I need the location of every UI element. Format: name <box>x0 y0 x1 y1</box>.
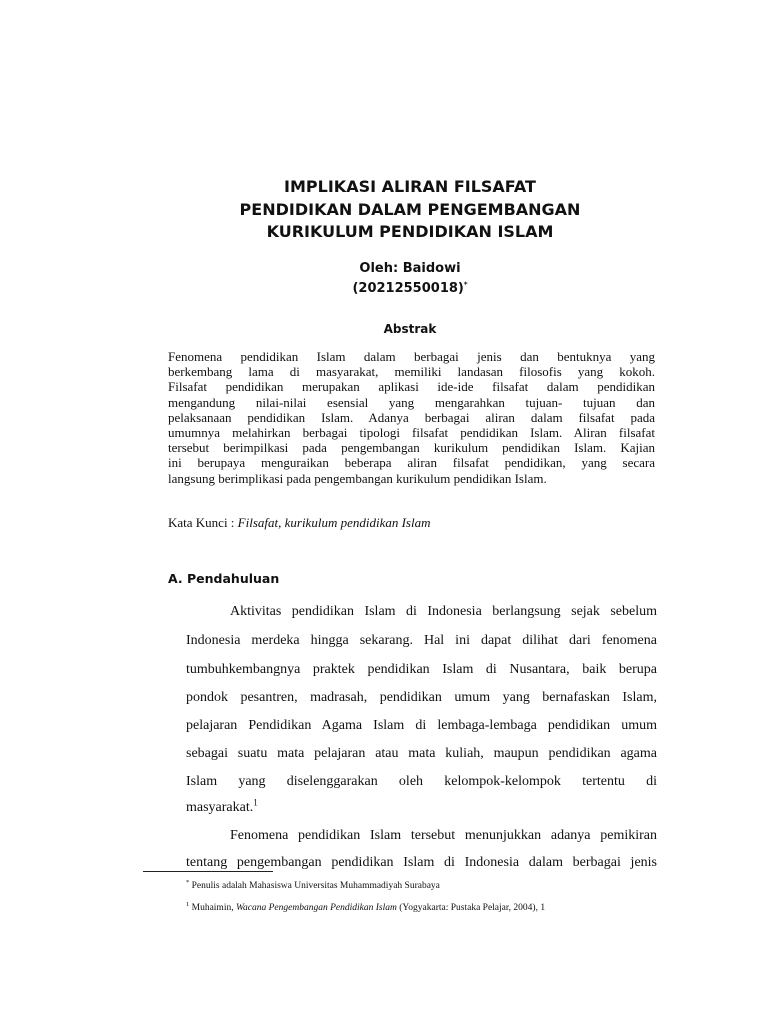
footnote-1 <box>186 901 545 913</box>
body-line: pelajaran Pendidikan Agama Islam di lembaga-lembaga pendidikan umum <box>186 718 657 733</box>
abstract-line: Fenomena pendidikan Islam dalam berbagai jenis dan bentuknya yang <box>168 349 655 364</box>
body-line-with-footnote <box>186 797 657 816</box>
abstract-text <box>168 349 655 486</box>
footnote-publication: (Yogyakarta: Pustaka Pelajar, 2004), 1 <box>396 903 546 914</box>
body-line: Fenomena pendidikan Islam tersebut menunjukkan adanya pemikiran <box>230 828 657 843</box>
body-line: masyarakat. <box>186 800 254 815</box>
author-id: (20212550018) <box>352 281 464 296</box>
body-line: sebagai suatu mata pelajaran atau mata kuliah, maupun pendidikan agama <box>186 746 657 761</box>
abstract-line: umumnya melahirkan berbagai tipologi filsafat pendidikan Islam. Aliran filsafat <box>168 424 655 440</box>
body-line: Aktivitas pendidikan Islam di Indonesia berlangsung sejak sebelum <box>230 604 657 619</box>
abstract-line: ini berupaya menguraikan beberapa aliran filsafat pendidikan, yang secara <box>168 455 655 471</box>
abstract-line: pelaksanaan pendidikan Islam. Adanya berbagai aliran dalam filsafat pada <box>168 409 655 425</box>
footnote-author-name: Muhaimin, <box>191 903 236 914</box>
abstract-line: tersebut berimpilkasi pada pengembangan kurikulum pendidikan Islam. Kajian <box>168 440 655 456</box>
section-heading: A. Pendahuluan <box>168 571 280 586</box>
abstract-line: langsung berimplikasi pada pengembangan kurikulum pendidikan Islam. <box>168 470 547 486</box>
footnote-marker: * <box>186 879 190 886</box>
author-block <box>150 259 670 299</box>
document-title <box>150 176 670 244</box>
author-id-line <box>150 279 670 299</box>
body-line: pondok pesantren, madrasah, pendidikan umum yang bernafaskan Islam, <box>186 690 657 705</box>
author-name: Oleh: Baidowi <box>359 261 461 276</box>
body-line: Islam yang diselenggarakan oleh kelompok-kelompok tertentu di <box>186 774 657 789</box>
title-line-2: PENDIDIKAN DALAM PENGEMBANGAN <box>239 199 581 219</box>
abstract-line: berkembang lama di masyarakat, memiliki landasan filosofis yang kokoh. <box>168 364 655 380</box>
abstract-line: mengandung nilai-nilai esensial yang mengarahkan tujuan- tujuan dan <box>168 394 655 410</box>
body-line: tumbuhkembangnya praktek pendidikan Islam di Nusantara, baik berupa <box>186 662 657 677</box>
title-line-3: KURIKULUM PENDIDIKAN ISLAM <box>266 222 554 241</box>
body-line: tentang pengembangan pendidikan Islam di Indonesia dalam berbagai jenis <box>186 855 657 870</box>
footnote-ref-1[interactable]: 1 <box>253 797 258 808</box>
footnote-marker: 1 <box>186 901 190 908</box>
title-line-1: IMPLIKASI ALIRAN FILSAFAT <box>284 177 536 196</box>
footnote-text: Penulis adalah Mahasiswa Universitas Muhammadiyah Surabaya <box>191 881 440 892</box>
keywords-line <box>168 515 430 531</box>
keywords-label: Kata Kunci : <box>168 515 238 530</box>
footnote-divider <box>143 871 273 872</box>
body-line: Indonesia merdeka hingga sekarang. Hal ini dapat dilihat dari fenomena <box>186 633 657 648</box>
abstract-line: Filsafat pendidikan merupakan aplikasi ide-ide filsafat dalam pendidikan <box>168 379 655 395</box>
keywords-value: Filsafat, kurikulum pendidikan Islam <box>237 515 431 530</box>
abstract-heading: Abstrak <box>383 322 437 336</box>
footnote-book-title: Wacana Pengembangan Pendidikan Islam <box>235 903 397 914</box>
author-footnote-marker: * <box>463 280 468 289</box>
footnote-author <box>186 879 440 891</box>
